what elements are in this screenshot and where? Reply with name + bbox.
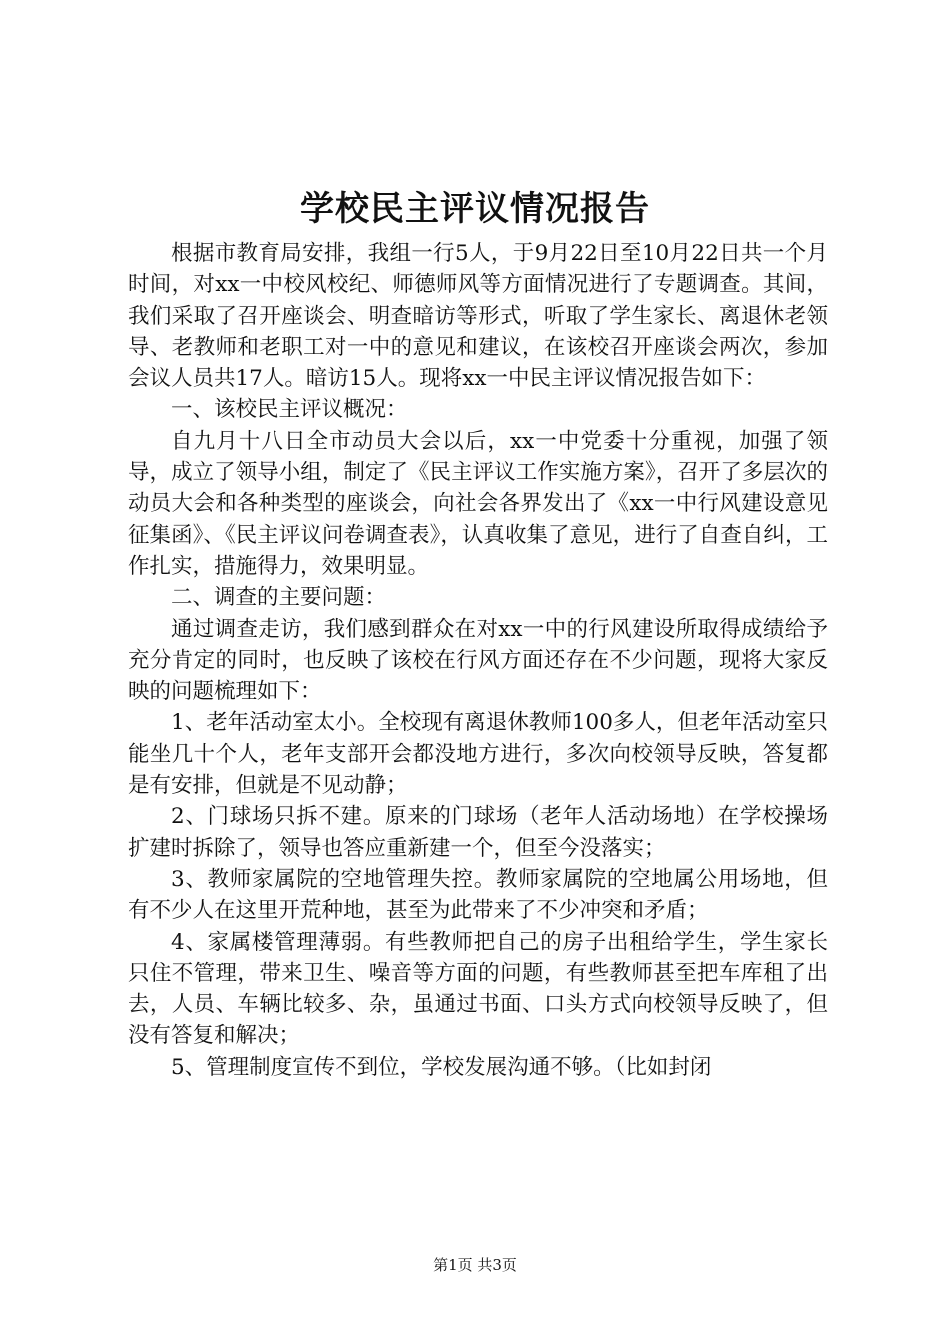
- issue-item-1: 1、老年活动室太小。全校现有离退休教师100多人，但老年活动室只能坐几十个人，老年支部开会都没地方进行，多次向校领导反映，答复都是有安排，但就是不见动静；: [128, 710, 828, 799]
- document-body: [128, 238, 828, 1083]
- issue-item-2: 2、门球场只拆不建。原来的门球场（老年人活动场地）在学校操场扩建时拆除了，领导也答应重新建一个，但至今没落实；: [128, 804, 828, 861]
- issue-item-5: 5、管理制度宣传不到位，学校发展沟通不够。（比如封闭: [171, 1054, 712, 1080]
- paragraph-issues-intro: 通过调查走访，我们感到群众在对xx一中的行风建设所取得成绩给予充分肯定的同时，也反映了该校在行风方面还存在不少问题，现将大家反映的问题梳理如下：: [128, 616, 828, 705]
- issue-item-3: 3、教师家属院的空地管理失控。教师家属院的空地属公用场地，但有不少人在这里开荒种地，甚至为此带来了不少冲突和矛盾；: [128, 866, 828, 924]
- paragraph-intro: 根据市教育局安排，我组一行5人，于9月22日至10月22日共一个月时间，对xx一中校风校纪、师德师风等方面情况进行了专题调查。其间，我们采取了召开座谈会、明查暗访等形式，听取了学生家长、离退休老领导、老教师和老职工对一中的意见和建议，在该校召开座谈会两次，参加会议人员共17人。暗访15人。现将xx一中民主评议情况报告如下：: [128, 241, 828, 392]
- document-title: 学校民主评议情况报告: [300, 189, 650, 229]
- section-heading-overview: 一、该校民主评议概况：: [171, 397, 408, 423]
- issue-item-4: 4、家属楼管理薄弱。有些教师把自己的房子出租给学生，学生家长只住不管理，带来卫生、噪音等方面的问题，有些教师甚至把车库租了出去，人员、车辆比较多、杂，虽通过书面、口头方式向校领导反映了，但没有答复和解决；: [128, 929, 828, 1049]
- section-heading-issues: 二、调查的主要问题：: [171, 585, 387, 611]
- paragraph-overview: 自九月十八日全市动员大会以后，xx一中党委十分重视，加强了领导，成立了领导小组，制定了《民主评议工作实施方案》，召开了多层次的动员大会和各种类型的座谈会，向社会各界发出了《xx一中行风建设意见征集函》、《民主评议问卷调查表》，认真收集了意见，进行了自查自纠，工作扎实，措施得力，效果明显。: [128, 428, 828, 579]
- page-footer: 第1页 共3页: [433, 1256, 517, 1274]
